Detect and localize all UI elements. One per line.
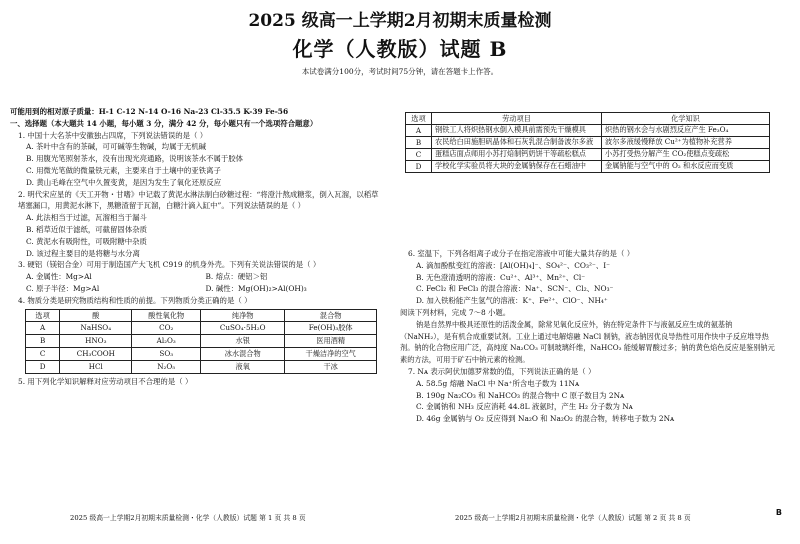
q7-option-b: B. 190g Na₂CO₃ 和 NaHCO₃ 的混合物中 C 原子数目为 2Nᴀ bbox=[416, 390, 625, 400]
table-cell: 炽热的钢水会与水剧烈反应产生 Fe₃O₄ bbox=[602, 125, 770, 137]
q5-stem: 5. 用下列化学知识解释对应劳动项目不合理的是（ ） bbox=[18, 376, 193, 386]
table-row bbox=[406, 137, 770, 149]
page-footer-right: 2025 级高一上学期2月初期末质量检测・化学（人教版）试题 第 2 页 共 8 页 bbox=[455, 514, 691, 522]
q3-stem: 3. 硬铝（镁铝合金）可用于制造国产大飞机 C919 的机身外壳。下列有关说法错误的是（ ） bbox=[18, 260, 321, 270]
table-header: 混合物 bbox=[285, 309, 377, 322]
table-cell: 波尔多液缓慢释放 Cu²⁺为植物补充营养 bbox=[602, 137, 770, 149]
q3-options-row2 bbox=[10, 283, 385, 295]
q6-option-a: A. 滴加酚酞变红的溶液：[Al(OH)₄]⁻、SO₄²⁻、CO₃²⁻、I⁻ bbox=[416, 260, 611, 270]
right-column bbox=[400, 248, 775, 425]
table-header: 酸 bbox=[60, 309, 132, 322]
table-cell: B bbox=[26, 335, 60, 348]
table-cell: 学校化学实验员将大块的金属钠保存在石蜡油中 bbox=[432, 161, 602, 173]
table-cell: C bbox=[26, 347, 60, 360]
table-cell: 液氧 bbox=[201, 360, 285, 373]
section-heading: 一、选择题（本大题共 14 小题，每小题 3 分，满分 42 分，每小题只有一个选项符合题意） bbox=[10, 118, 318, 128]
q2-option-a: A. 此法相当于过滤，瓦溜相当于漏斗 bbox=[26, 213, 147, 223]
table-cell: D bbox=[406, 161, 432, 173]
table-cell: 蛋糕店面点师用小苏打焙制钙奶饼干等疏松糕点 bbox=[432, 149, 602, 161]
table-row bbox=[26, 347, 377, 360]
reading-instruction: 阅读下列材料，完成 7～8 小题。 bbox=[400, 307, 511, 317]
table-header: 劳动项目 bbox=[432, 113, 602, 125]
table-cell: B bbox=[406, 137, 432, 149]
table-cell: CO₂ bbox=[132, 322, 201, 335]
q6-option-c: C. FeCl₂ 和 FeCl₃ 的混合溶液：Na⁺、SCN⁻、Cl₂、NO₃⁻ bbox=[416, 284, 614, 294]
q1-stem: 1. 中国十大名茶中安徽独占四席，下列说法错误的是（ ） bbox=[18, 130, 208, 140]
page-footer-left: 2025 级高一上学期2月初期末质量检测・化学（人教版）试题 第 1 页 共 8 页 bbox=[70, 514, 306, 522]
q1-option-d: D. 黄山毛峰在空气中久置变黄，是因为发生了氧化还原反应 bbox=[26, 177, 222, 187]
q2-stem: 2. 明代宋应星的《天工开物・甘嗜》中记载了黄泥水淋法制白砂糖过程：“将澄汁熬成糖浆，倒入瓦溜，以稻草堵塞漏口，用黄泥水淋下，黑糖渣留于瓦溜，白糖汁滴入缸中”。下列说法错误的是（ ） bbox=[18, 189, 379, 211]
table-cell: 钢铁工人将炽热钢水倒入模具前需预先干燥模具 bbox=[432, 125, 602, 137]
atomic-masses: 可能用到的相对原子质量：H-1 C-12 N-14 O-16 Na-23 Cl-35.5 K-39 Fe-56 bbox=[10, 107, 289, 116]
table-cell: 干冰 bbox=[285, 360, 377, 373]
q7-option-c: C. 金属钠和 NH₃ 反应消耗 44.8L 液氨时，产生 H₂ 分子数为 Nᴀ bbox=[416, 402, 633, 412]
q6-option-b: B. 无色澄清透明的溶液：Cu²⁺、Al³⁺、Mn²⁺、Cl⁻ bbox=[416, 272, 586, 282]
table-cell: A bbox=[26, 322, 60, 335]
table-cell: Fe(OH)₃胶体 bbox=[285, 322, 377, 335]
exam-note: 本试卷满分100分，考试时间75分钟，请在答题卡上作答。 bbox=[301, 67, 499, 76]
q7-option-a: A. 58.5g 熔融 NaCl 中 Na⁺所含电子数为 11Nᴀ bbox=[416, 378, 580, 388]
table-cell: D bbox=[26, 360, 60, 373]
q6-option-d: D. 加入铁粉能产生氢气的溶液：K⁺、Fe²⁺、ClO⁻、NH₄⁺ bbox=[416, 296, 608, 306]
q1-option-a: A. 茶叶中含有的茶碱，可可碱等生物碱，均属于无机碱 bbox=[26, 142, 207, 152]
table-cell: HNO₃ bbox=[60, 335, 132, 348]
table-cell: 水银 bbox=[201, 335, 285, 348]
table-header: 酸性氧化物 bbox=[132, 309, 201, 322]
table-cell: HCl bbox=[60, 360, 132, 373]
table-row bbox=[26, 322, 377, 335]
table-cell: C bbox=[406, 149, 432, 161]
table-row bbox=[26, 360, 377, 373]
q6-stem: 6. 室温下，下列各组离子或分子在指定溶液中可能大量共存的是（ ） bbox=[408, 249, 635, 258]
table-header: 纯净物 bbox=[201, 309, 285, 322]
q7-stem: 7. Nᴀ 表示阿伏加德罗常数的值，下列说法正确的是（ ） bbox=[408, 366, 596, 376]
q3-option-b: B. 熔点：硬铝＞铝 bbox=[205, 272, 268, 282]
table-row bbox=[406, 125, 770, 137]
subject-title: 化学（人教版）试题 B bbox=[292, 37, 508, 61]
table-cell: SO₃ bbox=[132, 347, 201, 360]
reading-passage: 钠是自然界中极具还原性的活泼金属，除常见氧化反应外，钠在特定条件下与液氨反应生成的氨基钠（NaNH₂），是有机合成重要试剂。工业上通过电解熔融 NaCl 制钠，液态钠因优良导热性可用作快中子反应堆导热剂。钠的化合物应用广泛，高纯度 Na₂CO₃ 可制玻璃纤维，NaHCO₃ 能缓解胃酸过多；钠的黄色焰色反应是鉴别钠元素的方法，可用于矿石中钠元素的检测。 bbox=[400, 319, 775, 365]
left-column bbox=[10, 84, 385, 387]
exam-title: 2025 级高一上学期2月初期末质量检测 bbox=[248, 11, 552, 31]
table-header-row bbox=[406, 113, 770, 125]
table-cell: 金属钠能与空气中的 O₂ 和水反应而变质 bbox=[602, 161, 770, 173]
q3-option-c: C. 原子半径：Mg>Al bbox=[26, 283, 100, 293]
table-header: 化学知识 bbox=[602, 113, 770, 125]
version-mark: B bbox=[775, 508, 782, 517]
table-cell: 医用酒精 bbox=[285, 335, 377, 348]
table-cell: NaHSO₄ bbox=[60, 322, 132, 335]
q3-option-a: A. 金属性：Mg>Al bbox=[26, 272, 92, 282]
q7-option-d: D. 46g 金属钠与 O₂ 反应得到 Na₂O 和 Na₂O₂ 的混合物，转移电子数为 2Nᴀ bbox=[416, 414, 675, 424]
q2-option-c: C. 黄泥水有吸附性，可吸附糖中杂质 bbox=[26, 236, 147, 246]
table-cell: 农民给白田施胆矾晶体和石灰乳混合制备波尔多液 bbox=[432, 137, 602, 149]
table-row bbox=[406, 149, 770, 161]
table-cell: CuSO₄·5H₂O bbox=[201, 322, 285, 335]
table-cell: Al₂O₃ bbox=[132, 335, 201, 348]
q1-option-c: C. 用微光笔做的微量铁元素，主要来自于土壤中的亚铁离子 bbox=[26, 165, 221, 175]
table-header: 选项 bbox=[406, 113, 432, 125]
q3-options-row1 bbox=[10, 271, 385, 283]
q2-option-b: B. 稻草近似于滤纸，可截留固体杂质 bbox=[26, 224, 147, 234]
table-header: 选项 bbox=[26, 309, 60, 322]
table-cell: 冰水混合物 bbox=[201, 347, 285, 360]
table-header-row bbox=[26, 309, 377, 322]
q2-option-d: D. 该过程主要目的是将糖与水分离 bbox=[26, 248, 140, 258]
table-cell: 干燥洁净的空气 bbox=[285, 347, 377, 360]
table-cell: 小苏打受热分解产生 CO₂使糕点变疏松 bbox=[602, 149, 770, 161]
table-cell: A bbox=[406, 125, 432, 137]
table-cell: N₂O₅ bbox=[132, 360, 201, 373]
q4-stem: 4. 物质分类是研究物质结构和性质的前提。下列物质分类正确的是（ ） bbox=[18, 295, 252, 305]
q4-table bbox=[25, 309, 377, 374]
table-cell: CH₃COOH bbox=[60, 347, 132, 360]
table-row bbox=[26, 335, 377, 348]
q5-table bbox=[405, 112, 770, 173]
q3-option-d: D. 碱性：Mg(OH)₂>Al(OH)₃ bbox=[205, 283, 307, 293]
table-row bbox=[406, 161, 770, 173]
q1-option-b: B. 用腹光笔照射茶水，没有出现光亮通路，说明该茶水不属于胶体 bbox=[26, 154, 244, 164]
